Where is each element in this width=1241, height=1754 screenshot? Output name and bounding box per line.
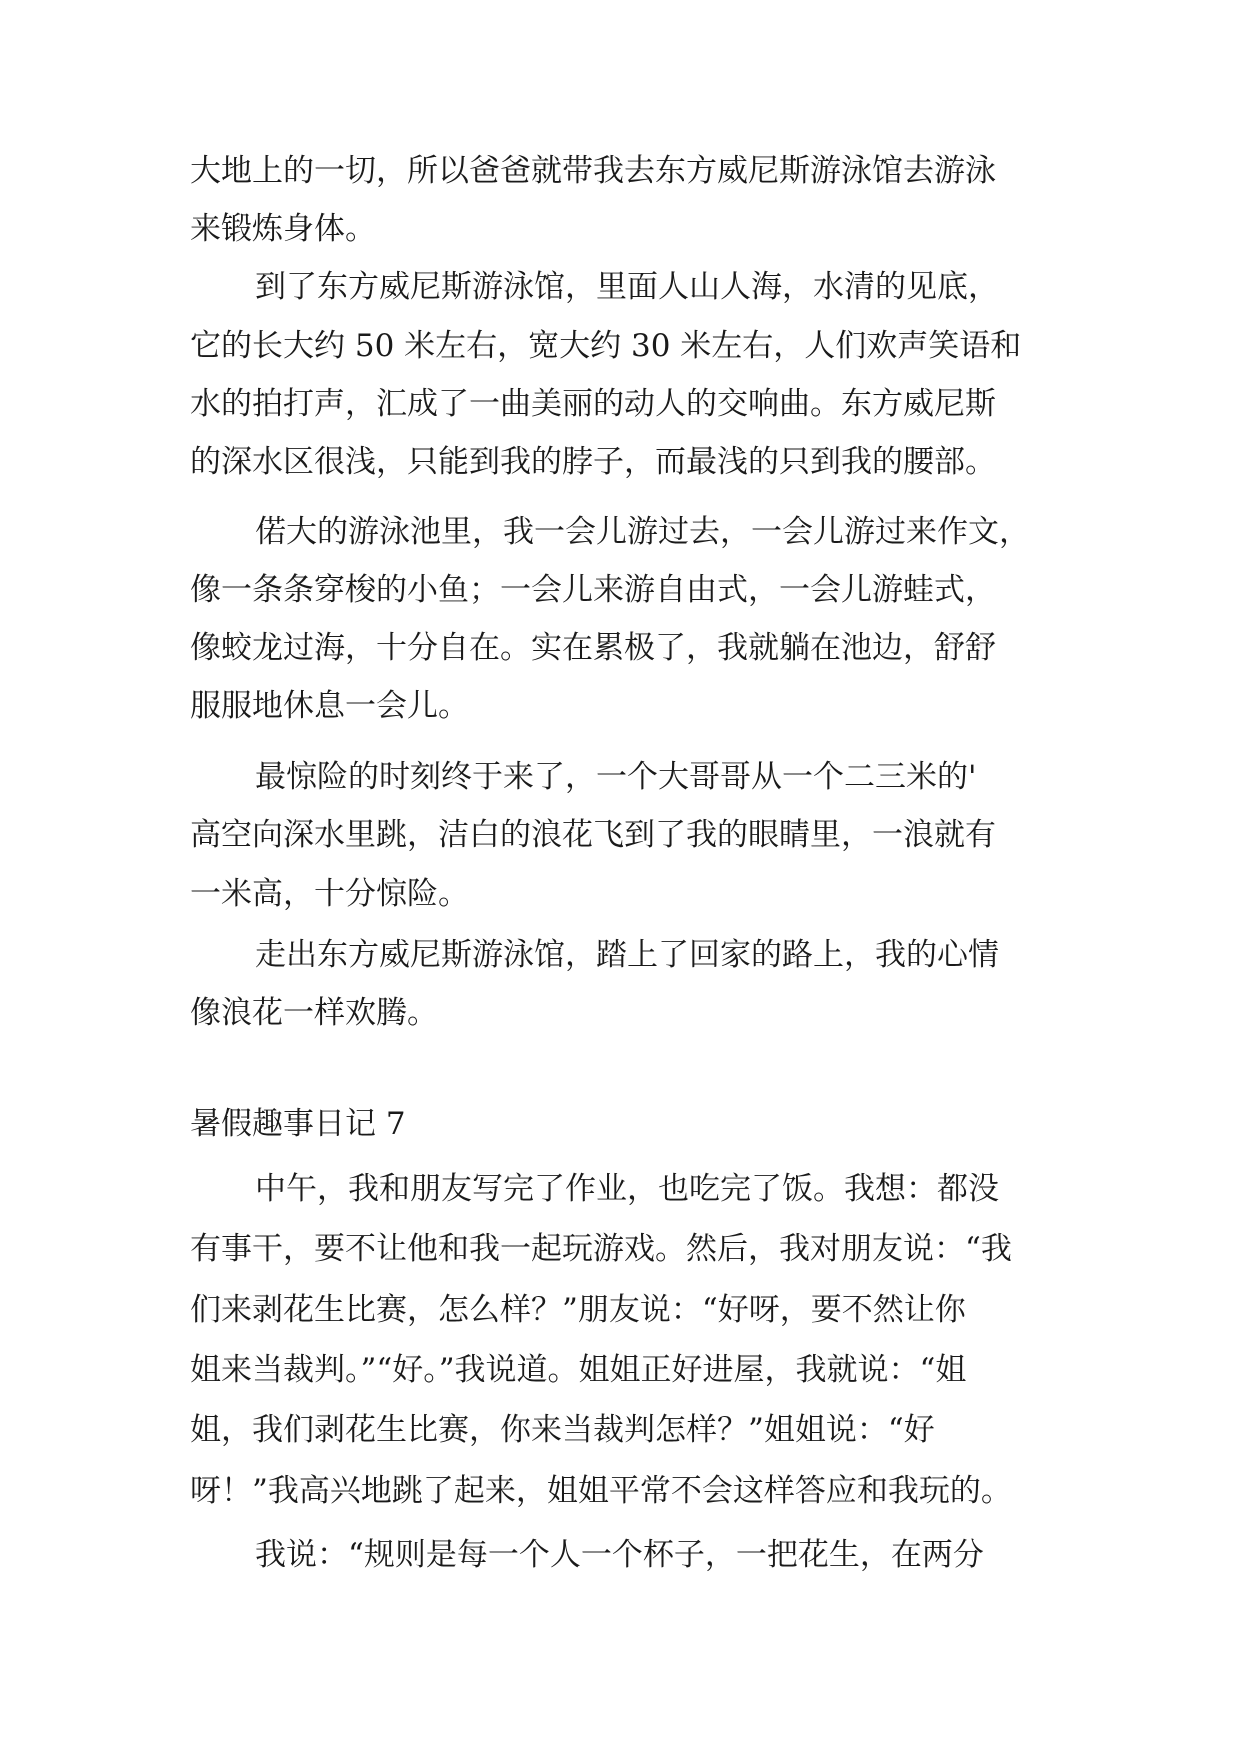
text-line: 到了东方威尼斯游泳馆，里面人山人海，水清的见底，	[255, 269, 999, 305]
text-line: 中午，我和朋友写完了作业，也吃完了饭。我想：都没	[255, 1171, 999, 1207]
text-line: 水的拍打声，汇成了一曲美丽的动人的交响曲。东方威尼斯	[190, 386, 996, 422]
text-line: 服服地休息一会儿。	[190, 688, 469, 724]
text-line: 像蛟龙过海，十分自在。实在累极了，我就躺在池边，舒舒	[190, 630, 996, 666]
text-line: 走出东方威尼斯游泳馆，踏上了回家的路上，我的心情	[255, 937, 999, 973]
text-line: 高空向深水里跳，洁白的浪花飞到了我的眼睛里，一浪就有	[190, 817, 996, 853]
text-line: 姐来当裁判。”“好。”我说道。姐姐正好进屋，我就说：“姐	[190, 1352, 967, 1388]
text-line: 们来剥花生比赛，怎么样？”朋友说：“好呀，要不然让你	[190, 1292, 966, 1328]
text-line: 我说：“规则是每一个人一个杯子，一把花生，在两分	[255, 1537, 984, 1573]
text-line: 最惊险的时刻终于来了，一个大哥哥从一个二三米的'	[255, 759, 977, 795]
text-line: 姐，我们剥花生比赛，你来当裁判怎样？”姐姐说：“好	[190, 1412, 935, 1448]
text-line: 的深水区很浅，只能到我的脖子，而最浅的只到我的腰部。	[190, 444, 996, 480]
text-line: 一米高，十分惊险。	[190, 876, 469, 912]
text-line: 大地上的一切，所以爸爸就带我去东方威尼斯游泳馆去游泳	[190, 153, 996, 189]
text-line: 呀！”我高兴地跳了起来，姐姐平常不会这样答应和我玩的。	[190, 1473, 1012, 1509]
section-heading: 暑假趣事日记 7	[190, 1106, 406, 1142]
text-line: 像浪花一样欢腾。	[190, 995, 438, 1031]
text-line: 来锻炼身体。	[190, 211, 376, 247]
text-line: 像一条条穿梭的小鱼；一会儿来游自由式，一会儿游蛙式，	[190, 572, 996, 608]
text-line: 有事干，要不让他和我一起玩游戏。然后，我对朋友说：“我	[190, 1231, 1012, 1267]
text-line: 它的长大约 50 米左右，宽大约 30 米左右，人们欢声笑语和	[190, 328, 1022, 364]
text-line: 偌大的游泳池里，我一会儿游过去，一会儿游过来作文，	[255, 514, 1030, 550]
